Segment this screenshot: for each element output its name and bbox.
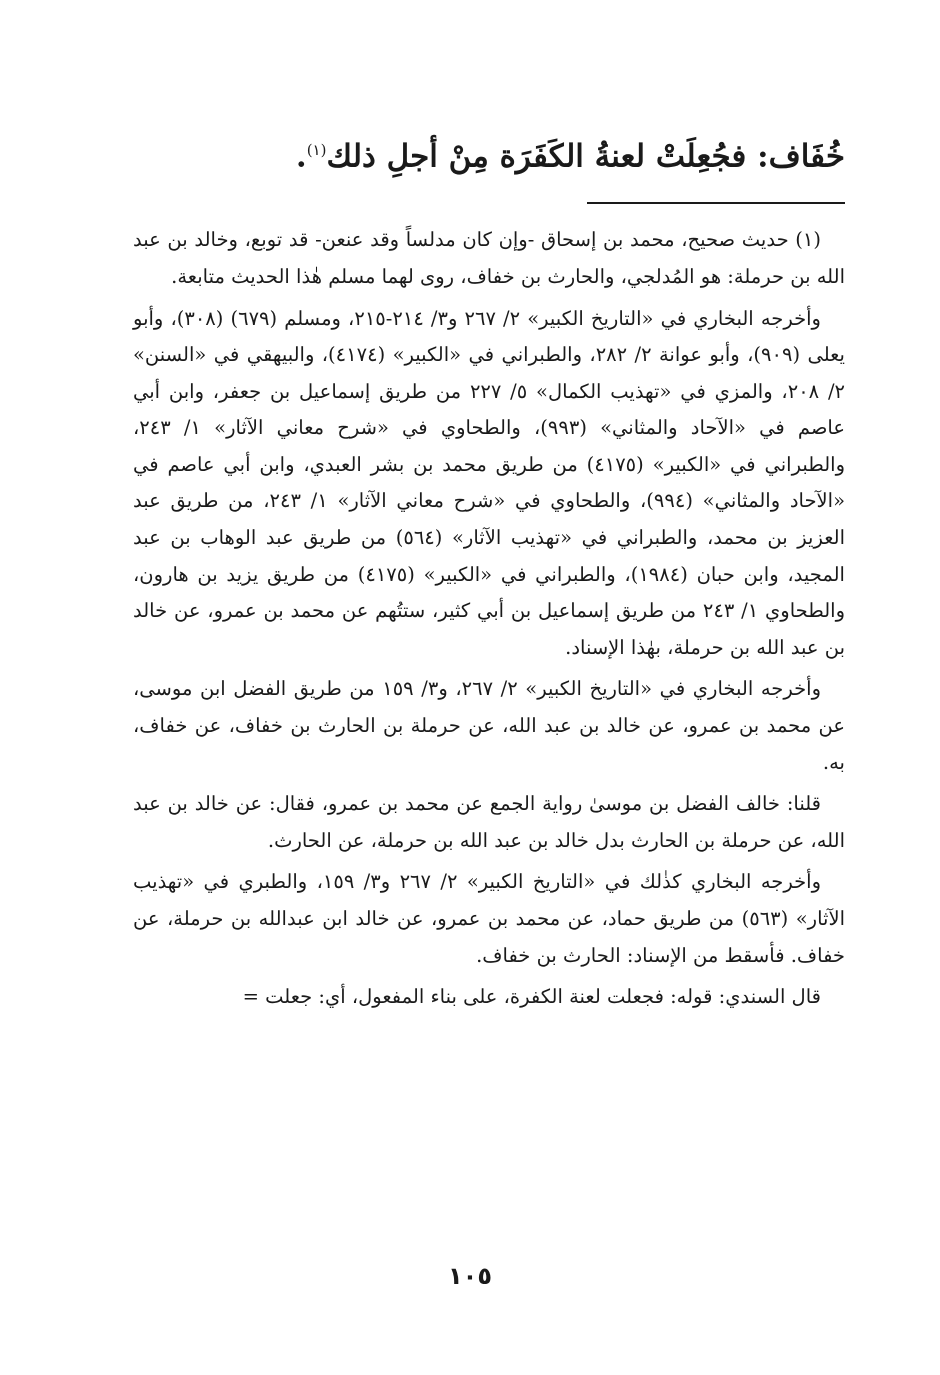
main-text-end: .: [295, 138, 307, 175]
footnote-paragraph: قلنا: خالف الفضل بن موسىٰ رواية الجمع عن محمد بن عمرو، فقال: عن خالد بن عبد الله، عن حرملة بن الحارث بدل خالد بن عبد الله بن حرملة، عن الحارث.: [133, 792, 845, 852]
footnote-separator: [587, 202, 845, 204]
footnote-paragraph: وأخرجه البخاري في «التاريخ الكبير» ٢/ ٢٦٧ و٣/ ٢١٤-٢١٥، ومسلم (٦٧٩) (٣٠٨)، وأبو يعلى (٩٠٩)، وأبو عوانة ٢/ ٢٨٢، والطبراني في «الكبير» (٤١٧٤)، والبيهقي في «السنن» ٢/ ٢٠٨، والمزي في «تهذيب الكمال» ٥/ ٢٢٧ من طريق إسماعيل بن جعفر، وابن أبي عاصم في «الآحاد والمثاني» (٩٩٣)، والطحاوي في «شرح معاني الآثار» ١/ ٢٤٣، والطبراني في «الكبير» (٤١٧٥) من طريق محمد بن بشر العبدي، وابن أبي عاصم في «الآحاد والمثاني» (٩٩٤)، والطحاوي في «شرح معاني الآثار» ١/ ٢٤٣، من طريق عبد العزيز بن محمد، والطبراني في «تهذيب الآثار» (٥٦٤) من طريق عبد الوهاب بن عبد المجيد، وابن حبان (١٩٨٤)، والطبراني في «الكبير» (٤١٧٥) من طريق يزيد بن هارون، والطحاوي ١/ ٢٤٣ من طريق إسماعيل بن أبي كثير، ستتُهم عن محمد بن عمرو، عن خالد بن عبد الله بن حرملة، بهٰذا الإسناد.: [133, 306, 846, 659]
footnotes: [133, 222, 845, 1015]
footnote-paragraph: وأخرجه البخاري كذٰلك في «التاريخ الكبير» ٢/ ٢٦٧ و٣/ ١٥٩، والطبري في «تهذيب الآثار» (٥٦٣) من طريق حماد، عن محمد بن عمرو، عن خالد ابن عبدالله بن حرملة، عن خفاف. فأسقط من الإسناد: الحارث بن خفاف.: [133, 870, 846, 967]
footnote-paragraph: وأخرجه البخاري في «التاريخ الكبير» ٢/ ٢٦٧، و٣/ ١٥٩ من طريق الفضل ابن موسى، عن محمد بن عمرو، عن خالد بن عبد الله، عن حرملة بن الحارث بن خفاف، عن خفاف، به.: [133, 677, 845, 774]
footnote-paragraph: (١) حديث صحيح، محمد بن إسحاق -وإن كان مدلساً وقد عنعن- قد توبع، وخالد بن عبد الله بن حرملة: هو المُدلجي، والحارث بن خفاف، روى لهما مسلم هٰذا الحديث متابعة.: [133, 228, 845, 288]
main-text-line: [133, 128, 845, 178]
main-text: خُفَاف: فجُعِلَتْ لعنةُ الكَفَرَة مِنْ أجلِ ذلك: [326, 138, 845, 175]
footnote-paragraph: قال السندي: قوله: فجعلت لعنة الكفرة، على بناء المفعول، أي: جعلت =: [242, 985, 821, 1009]
page-number: ١٠٥: [448, 1262, 492, 1290]
footnote-marker: (١): [306, 141, 327, 159]
page-body: [133, 110, 845, 1016]
